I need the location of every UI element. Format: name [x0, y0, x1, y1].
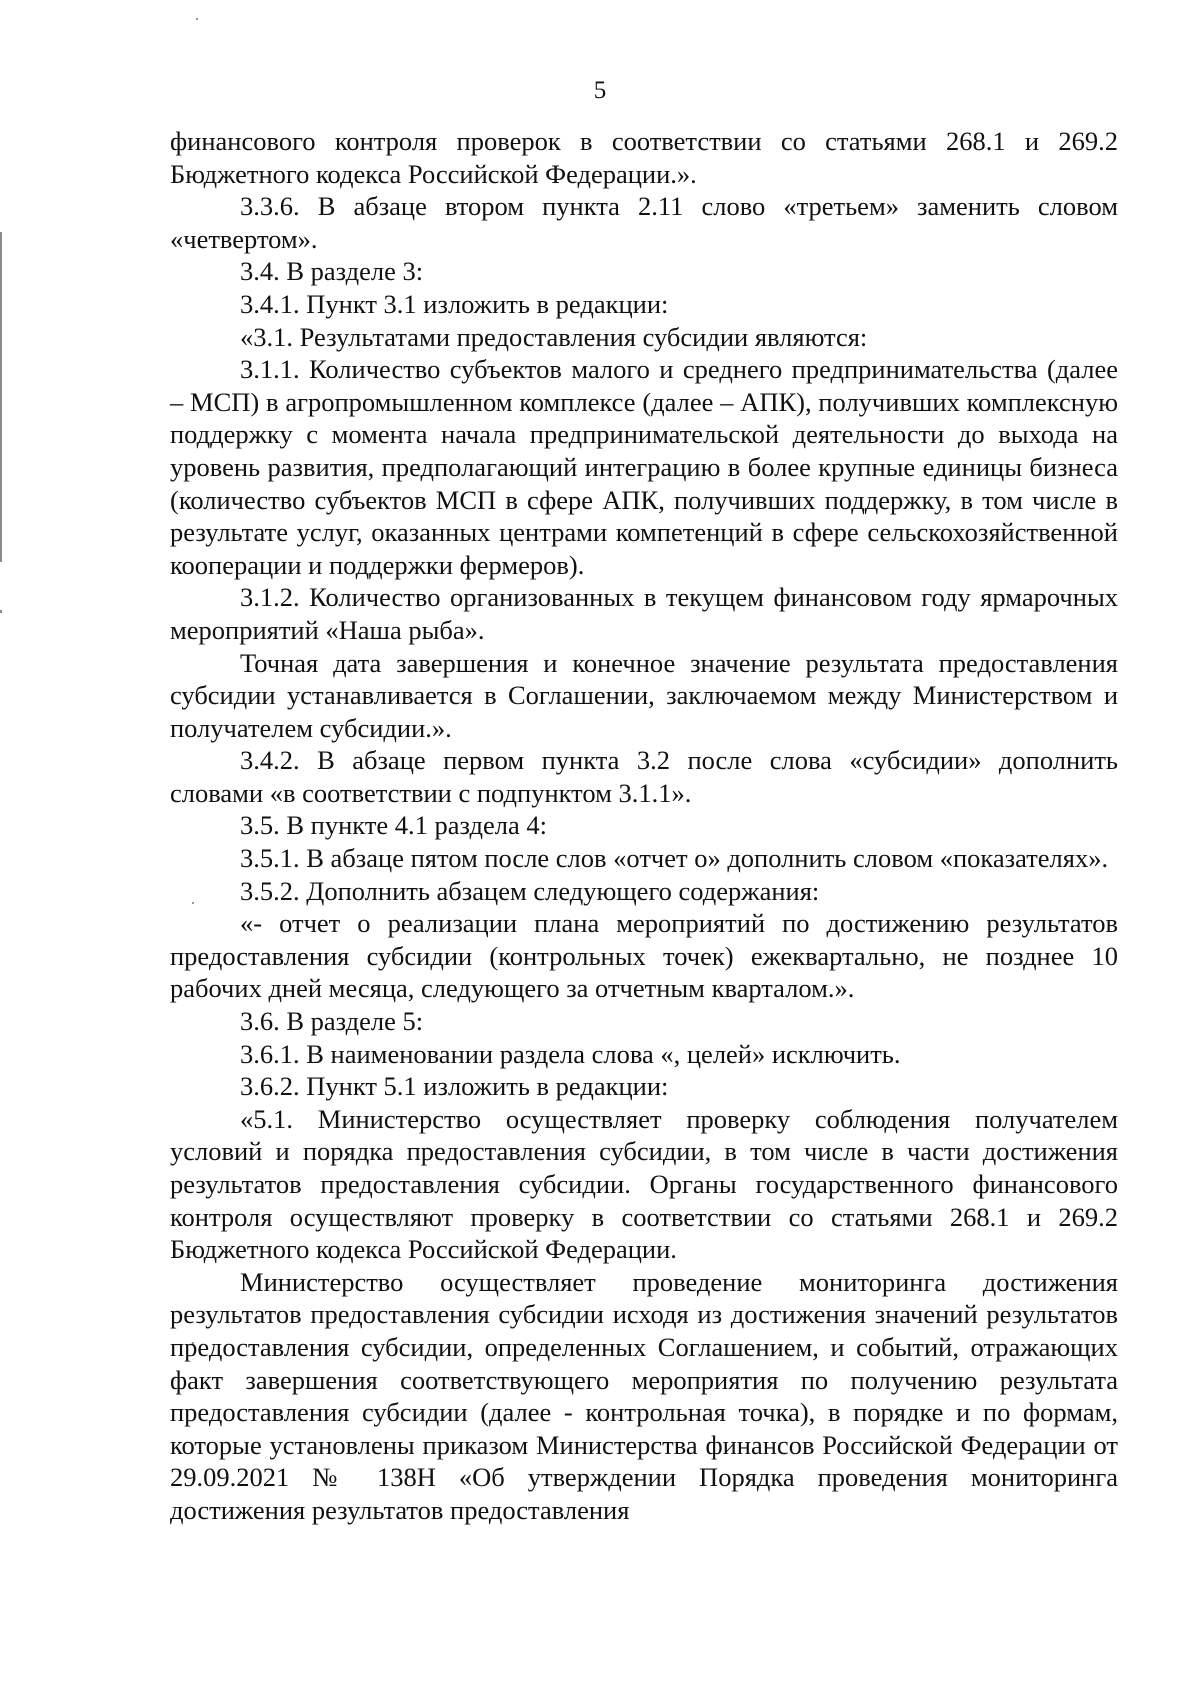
paragraph: 3.4. В разделе 3: — [240, 256, 424, 287]
scan-speck — [196, 18, 198, 20]
paragraph: 3.6. В разделе 5: — [240, 1006, 424, 1037]
paragraph: «5.1. Министерство осуществляет проверку соблюдения получателем условий и порядка предоставления субсидии, в том числе в части достижения результатов предоставления субсидии. Органы государственного финансового контроля осуществляют проверку в соответствии со статьями 268.1 и 269.2 Бюджетного кодекса Российской Федерации. — [170, 1103, 1118, 1265]
paragraph: 3.4.2. В абзаце первом пункта 3.2 после слова «субсидии» дополнить словами «в соответствии с подпунктом 3.1.1». — [170, 745, 1118, 808]
scan-edge-mark — [0, 610, 2, 613]
page-number: 5 — [593, 77, 607, 104]
document-body — [170, 125, 1118, 1527]
paragraph: «3.1. Результатами предоставления субсидии являются: — [240, 321, 868, 352]
scan-edge-mark — [0, 232, 2, 562]
paragraph: 3.6.2. Пункт 5.1 изложить в редакции: — [240, 1071, 669, 1102]
paragraph: 3.1.1. Количество субъектов малого и среднего предпринимательства (далее – МСП) в агропромышленном комплексе (далее – АПК), получивших комплексную поддержку с момента начала предпринимательской деятельности до выхода на уровень развития, предполагающий интеграцию в более крупные единицы бизнеса (количество субъектов МСП в сфере АПК, получивших поддержку, в том числе в результате услуг, оказанных центрами компетенций в сфере сельскохозяйственной кооперации и поддержки фермеров). — [170, 354, 1118, 580]
paragraph: Точная дата завершения и конечное значение результата предоставления субсидии устанавливается в Соглашении, заключаемом между Министерством и получателем субсидии.». — [170, 647, 1118, 743]
paragraph: 3.3.6. В абзаце втором пункта 2.11 слово «третьем» заменить словом «четвертом». — [170, 191, 1118, 254]
paragraph: 3.5. В пункте 4.1 раздела 4: — [240, 810, 548, 841]
paragraph: Министерство осуществляет проведение мониторинга достижения результатов предоставления субсидии исходя из достижения значений результатов предоставления субсидии, определенных Соглашением, и событий, отражающих факт завершения соответствующего мероприятия по получению результата предоставления субсидии (далее - контрольная точка), в порядке и по формам, которые установлены приказом Министерства финансов Российской Федерации от 29.09.2021 № 138Н «Об утверждении Порядка проведения мониторинга достижения результатов предоставления — [170, 1266, 1118, 1525]
paragraph: 3.4.1. Пункт 3.1 изложить в редакции: — [240, 288, 669, 319]
paragraph: 3.1.2. Количество организованных в текущем финансовом году ярмарочных мероприятий «Наша рыба». — [170, 582, 1118, 645]
paragraph: «- отчет о реализации плана мероприятий по достижению результатов предоставления субсидии (контрольных точек) ежеквартально, не позднее 10 рабочих дней месяца, следующего за отчетным кварталом.». — [170, 908, 1118, 1004]
paragraph: 3.5.1. В абзаце пятом после слов «отчет о» дополнить словом «показателях». — [240, 843, 1109, 874]
paragraph: финансового контроля проверок в соответствии со статьями 268.1 и 269.2 Бюджетного кодекса Российской Федерации.». — [170, 126, 1118, 189]
paragraph: 3.6.1. В наименовании раздела слова «, целей» исключить. — [240, 1038, 901, 1069]
paragraph: 3.5.2. Дополнить абзацем следующего содержания: — [240, 875, 820, 906]
